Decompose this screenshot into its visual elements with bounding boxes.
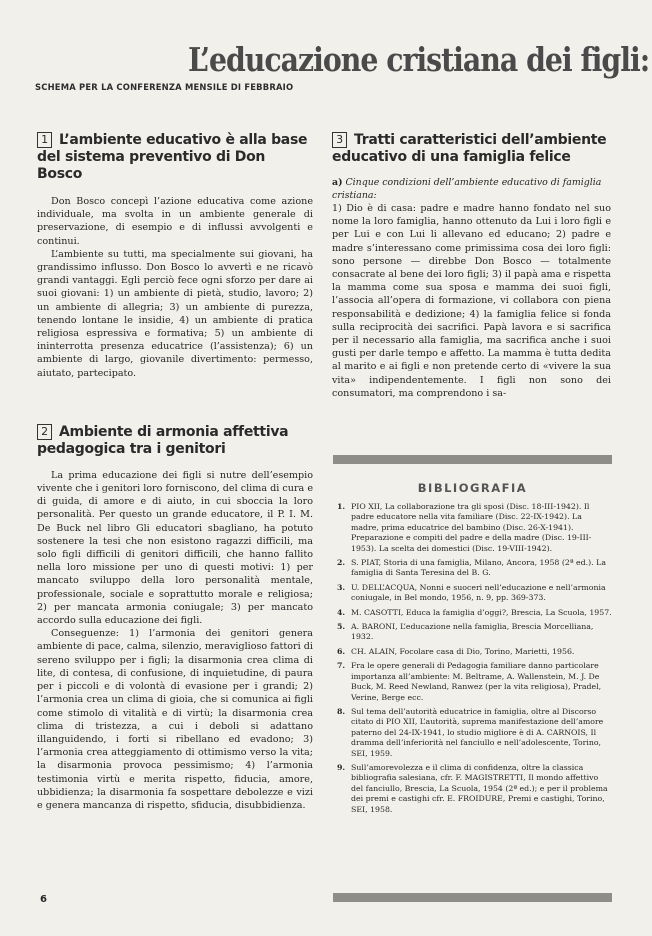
- page-subtitle: SCHEMA PER LA CONFERENZA MENSILE DI FEBBRAIO: [35, 82, 294, 92]
- item-text: Sull’amorevolezza e il clima di confidenza, oltre la classica bibliografia salesiana, cfr. F. MAGISTRETTI, Il mondo affettivo del fanciullo, Brescia, La Scuola, 1954 (2ª ed.); e per il problema dei premi e castighi cfr. E. FROIDURE, Premi e castighi, Torino, SEI, 1958.: [351, 762, 608, 814]
- bibliography-item: [337, 608, 612, 618]
- subsection-lead: [332, 176, 611, 202]
- bibliography-item: [337, 583, 612, 604]
- bibliography-item: [337, 647, 612, 657]
- subsection-label: a): [332, 177, 343, 188]
- item-text: S. PIAT, Storia di una famiglia, Milano, Ancora, 1958 (2ª ed.). La famiglia di Santa Teresina del B. G.: [351, 558, 606, 578]
- section-number-box: 2: [37, 424, 52, 440]
- item-text: M. CASOTTI, Educa la famiglia d’oggi?, Brescia, La Scuola, 1957.: [351, 607, 612, 617]
- section-title: Tratti caratteristici dell’ambiente educativo di una famiglia felice: [332, 132, 607, 165]
- bibliography-item: [337, 763, 612, 815]
- bibliography-title: BIBLIOGRAFIA: [417, 481, 528, 495]
- item-number: 6.: [337, 646, 346, 656]
- item-number: 4.: [337, 607, 346, 617]
- section-number-box: 1: [37, 132, 52, 148]
- item-text: U. DELL’ACQUA, Nonni e suoceri nell’educazione e nell’armonia coniugale, in Bel mondo, 1956, n. 9, pp. 369-373.: [351, 582, 606, 603]
- section-2: [37, 424, 313, 812]
- bibliography-item: [337, 707, 612, 759]
- item-number: 7.: [337, 661, 346, 671]
- item-number: 2.: [337, 558, 346, 568]
- section-number-box: 3: [332, 132, 347, 148]
- left-column: [37, 132, 313, 812]
- right-column: [332, 132, 611, 400]
- section-title: L’ambiente educativo è alla base del sistema preventivo di Don Bosco: [37, 132, 308, 182]
- bibliography-item: [337, 622, 612, 643]
- item-number: 8.: [337, 706, 346, 716]
- paragraph: L’ambiente su tutti, ma specialmente sui giovani, ha grandissimo influsso. Don Bosco lo avvertì e ne ricavò grandi vantaggi. Egli perciò fece ogni sforzo per dare ai suoi giovani: 1) un ambiente di pietà, studio, lavoro; 2) un ambiente di allegria; 3) un ambiente di purezza, tenendo lontane le insidie, 4) un ambiente di pratica religiosa espressiva e formativa; 5) un ambiente di ininterrotta presenza educatrice (l’assistenza); 6) un ambiente di largo, giovanile divertimento: permesso, aiutato, partecipato.: [37, 248, 313, 379]
- bibliography-list: [337, 502, 612, 819]
- section-heading: [37, 424, 313, 458]
- paragraph: La prima educazione dei figli si nutre dell’esempio vivente che i genitori loro forniscono, del clima di cura e di guida, di amore e di aiuto, in cui sboccia la loro personalità. Per questo un grande educatore, il P. I. M. De Buck nel libro Gli educatori sbagliano, ha potuto sostenere la tesi che non esistono ragazzi difficili, ma solo figli difficili di genitori difficili, che hanno fallito nella loro missione per uno di questi motivi: 1) per mancato sviluppo della loro personalità mentale, professionale, sociale e soprattutto morale e religiosa; 2) per mancata armonia coniugale; 3) per mancato accordo sulla educazione dei figli.: [37, 469, 313, 627]
- item-number: 3.: [337, 582, 346, 592]
- page-number: 6: [40, 894, 47, 905]
- item-text: PIO XII, La collaborazione tra gli sposi (Disc. 18-III-1942). Il padre educatore nella vita familiare (Disc. 22-IX-1942). La madre, prima educatrice del bambino (Disc. 26-X-1941). Preparazione e compiti del padre e della madre (Disc. 19-III-1953). La scelta dei domestici (Disc. 19-VIII-1942).: [351, 502, 592, 553]
- item-number: 9.: [337, 762, 346, 772]
- subsection-text: Cinque condizioni dell’ambiente educativo di famiglia cristiana:: [332, 177, 602, 201]
- bibliography-item: [337, 502, 612, 554]
- bibliography-item: [337, 661, 612, 703]
- paragraph: Conseguenze: 1) l’armonia dei genitori genera ambiente di pace, calma, silenzio, meraviglioso fattori di sereno sviluppo per i figli; la disarmonia crea clima di lite, di contesa, di confusione, di inquietudine, di paura per i piccoli e di volontà di evasione per i grandi; 2) l’armonia crea un clima di gioia, che si comunica ai figli come stimolo di vitalità e di virtù; la disarmonia crea clima di tristezza, a cui i deboli si adattano illanguidendo, i forti si ribellano ed evadono; 3) l’armonia crea atteggiamento di ottimismo verso la vita; la disarmonia provoca pessimismo; 4) l’armonia testimonia virtù e merita rispetto, fiducia, amore, ubbidienza; la disarmonia fa sospettare debolezze e vizi e genera mancanza di rispetto, sfiducia, disubbidienza.: [37, 628, 313, 811]
- item-text: A. BARONI, L’educazione nella famiglia, Brescia Morcelliana, 1932.: [351, 622, 594, 642]
- page-title: L’educazione cristiana dei figli:: [188, 40, 650, 79]
- item-text: Sul tema dell’autorità educatrice in famiglia, oltre al Discorso citato di PIO XII, L’autorità, suprema manifestazione dell’amore paterno del 24-IX-1941, lo studio migliore è di A. CARNOIS, Il dramma dell’inferiorità nel fanciullo e nell’adolescente, Torino, SEI, 1959.: [351, 706, 604, 758]
- item-number: 1.: [337, 502, 346, 511]
- section-title: Ambiente di armonia affettiva pedagogica tra i genitori: [37, 423, 289, 457]
- section-heading: [37, 132, 313, 183]
- section-1: [37, 132, 313, 380]
- item-number: 5.: [337, 622, 346, 632]
- item-text: Fra le opere generali di Pedagogia familiare danno particolare importanza all’ambiente: M. Beltrame, A. Wallenstein, M. J. De Buck, M. Reed Newland, Ranwez (per la vita religiosa), Pradel, Verine, Berge ecc.: [351, 661, 602, 702]
- bibliography-bottom-band: [333, 893, 612, 902]
- section-3: [332, 132, 611, 400]
- bibliography-top-band: [333, 455, 612, 464]
- item-text: CH. ALAIN, Focolare casa di Dio, Torino, Marietti, 1956.: [351, 646, 575, 656]
- paragraph: 1) Dio è di casa: padre e madre hanno fondato nel suo nome la loro famiglia, hanno ottenuto da Lui i loro figli e per Lui e con Lui li allevano ed educano; 2) padre e madre s’interessano come primissima cosa dei loro figli: sono persone — direbbe Don Bosco — totalmente consacrate al bene dei loro figli; 3) il papà ama e rispetta la mamma come sua sposa e mamma dei suoi figli, l’associa all’opera di formazione, vi collabora con piena responsabilità e dedizione; 4) la famiglia felice si fonda sulla reciprocità dei sacrifici. Papà lavora e si sacrifica per il necessario alla famiglia, ma sacrifica anche i suoi gusti per darle tempo e affetto. La mamma è tutta dedita al marito e ai figli e non pretende certo di «vivere la sua vita» indipendentemente. I figli non sono dei consumatori, ma comprendono i sa-: [332, 203, 611, 399]
- bibliography-item: [337, 558, 612, 579]
- paragraph: Don Bosco concepì l’azione educativa come azione individuale, ma svolta in un ambiente generale di preservazione, di esempio e di influssi avvolgenti e continui.: [37, 196, 313, 247]
- section-heading: [332, 132, 611, 166]
